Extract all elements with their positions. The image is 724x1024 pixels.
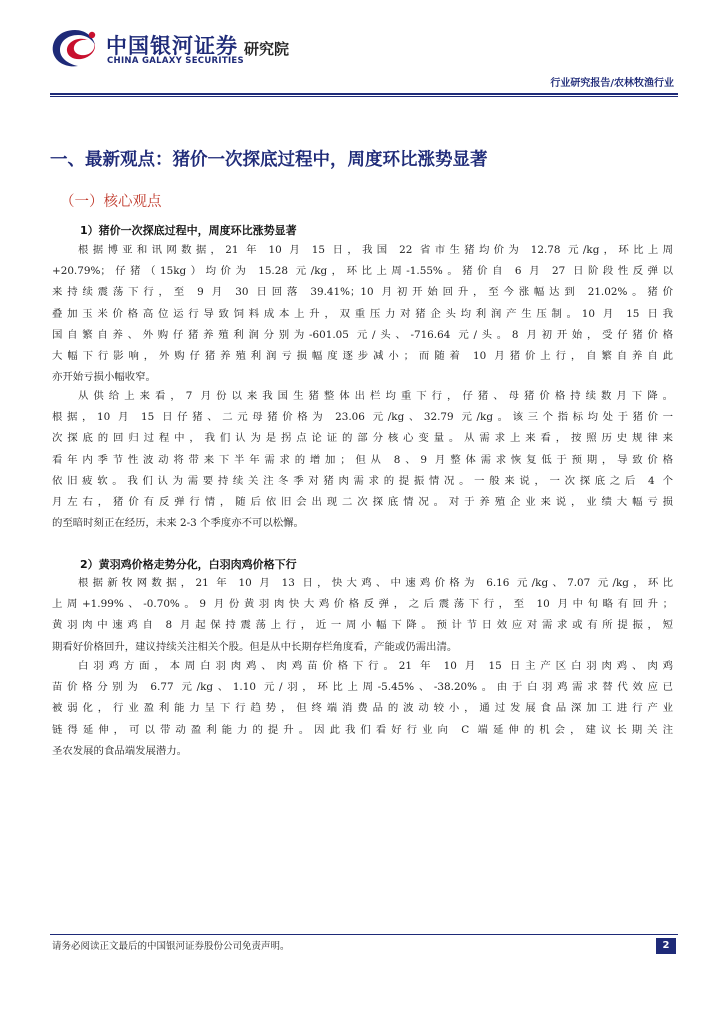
text-line: +20.79%；仔猪（15kg）均价为 15.28 元/kg，环比上周-1.55%。猪价自 6 月 27 日阶段性反弹以 xyxy=(52,265,673,278)
point1-heading: 1）猪价一次探底过程中，周度环比涨势显著 xyxy=(80,224,297,237)
text-line: 根据新牧网数据，21 年 10 月 13 日，快大鸡、中速鸡价格为 6.16 元/kg、7.07 元/kg，环比 xyxy=(78,577,673,589)
header-divider-thin xyxy=(50,96,678,97)
text-line: 链得延伸，可以带动盈利能力的提升。因此我们看好行业向 C 端延伸的机会，建议长期关注 xyxy=(52,723,673,736)
header-divider xyxy=(50,93,678,95)
text-line: 苗价格分别为 6.77 元/kg、1.10 元/羽，环比上周-5.45%、-38.20%。由于白羽鸡需求替代效应已 xyxy=(52,681,673,694)
section-title: 一、最新观点：猪价一次探底过程中，周度环比涨势显著 xyxy=(50,150,488,170)
text-line: 期看好价格回升，建议持续关注相关个股。但是从中长期存栏角度看，产能或仍需出清。 xyxy=(52,640,458,653)
text-line: 亦开始亏损小幅收窄。 xyxy=(52,371,156,384)
institute-label: 研究院 xyxy=(244,40,290,58)
point2-heading: 2）黄羽鸡价格走势分化，白羽肉鸡价格下行 xyxy=(80,558,297,571)
footer-divider xyxy=(50,934,678,935)
text-line: 大幅下行影响，外购仔猪养殖利润亏损幅度逐步减小；而随着 10 月猪价上行，自繁自养自此 xyxy=(52,350,673,363)
text-line: 根据，10 月 15 日仔猪、二元母猪价格为 23.06 元/kg、32.79 元/kg。该三个指标均处于猪价一 xyxy=(52,411,673,424)
text-line: 叠加玉米价格高位运行导致饲料成本上升，双重压力对猪企头均利润产生压制。10 月 15 日我 xyxy=(52,307,673,320)
text-line: 根据博亚和讯网数据，21 年 10 月 15 日，我国 22 省市生猪均价为 12.78 元/kg，环比上周 xyxy=(78,244,673,256)
text-line: 上周+1.99%、-0.70%。9 月份黄羽肉快大鸡价格反弹，之后震荡下行，至 10 月中旬略有回升； xyxy=(52,598,673,611)
text-line: 国自繁自养、外购仔猪养殖利润分别为-601.05 元/头、-716.64 元/头。8 月初开始，受仔猪价格 xyxy=(52,328,673,341)
text-line: 圣农发展的食品端发展潜力。 xyxy=(52,744,188,757)
galaxy-logo-icon xyxy=(48,26,102,70)
point1-paragraph-1 xyxy=(52,240,673,388)
page-number: 2 xyxy=(656,938,676,954)
text-line: 白羽鸡方面，本周白羽肉鸡、肉鸡苗价格下行。21 年 10 月 15 日主产区白羽肉鸡、肉鸡 xyxy=(78,660,673,672)
brand-name-en: CHINA GALAXY SECURITIES xyxy=(107,56,244,66)
point1-paragraph-2 xyxy=(52,386,673,534)
text-line: 的至暗时刻正在经历，未来 2-3 个季度亦不可以松懈。 xyxy=(52,517,304,530)
point2-paragraph-2 xyxy=(52,656,673,762)
report-type: 行业研究报告/农林牧渔行业 xyxy=(550,78,674,89)
brand-name-cn: 中国银河证券 xyxy=(106,34,238,58)
text-line: 从供给上来看，7 月份以来我国生猪整体出栏均重下行，仔猪、母猪价格持续数月下降。 xyxy=(78,390,673,402)
text-line: 黄羽肉中速鸡自 8 月起保持震荡上行，近一周小幅下降。预计节日效应对需求或有所提振，短 xyxy=(52,619,673,632)
text-line: 看年内季节性波动将带来下半年需求的增加；但从 8、9 月整体需求恢复低于预期，导致价格 xyxy=(52,453,673,466)
text-line: 来持续震荡下行，至 9 月 30 日回落 39.41%；10 月初开始回升，至今涨幅达到 21.02%。猪价 xyxy=(52,286,673,299)
text-line: 月左右，猪价有反弹行情，随后依旧会出现二次探底情况。对于养殖企业来说，业绩大幅亏损 xyxy=(52,496,673,509)
footer-disclaimer: 请务必阅读正文最后的中国银河证券股份公司免责声明。 xyxy=(52,941,290,952)
text-line: 依旧疲软。我们认为需要持续关注冬季对猪肉需求的提振情况。一般来说，一次探底之后 4 个 xyxy=(52,474,673,487)
point2-paragraph-1 xyxy=(52,573,673,658)
text-line: 被弱化，行业盈利能力呈下行趋势，但终端消费品的波动较小，通过发展食品深加工进行产业 xyxy=(52,702,673,715)
subsection-title: （一）核心观点 xyxy=(60,194,162,210)
text-line: 次探底的回归过程中，我们认为是拐点论证的部分核心变量。从需求上来看，按照历史规律来 xyxy=(52,432,673,445)
